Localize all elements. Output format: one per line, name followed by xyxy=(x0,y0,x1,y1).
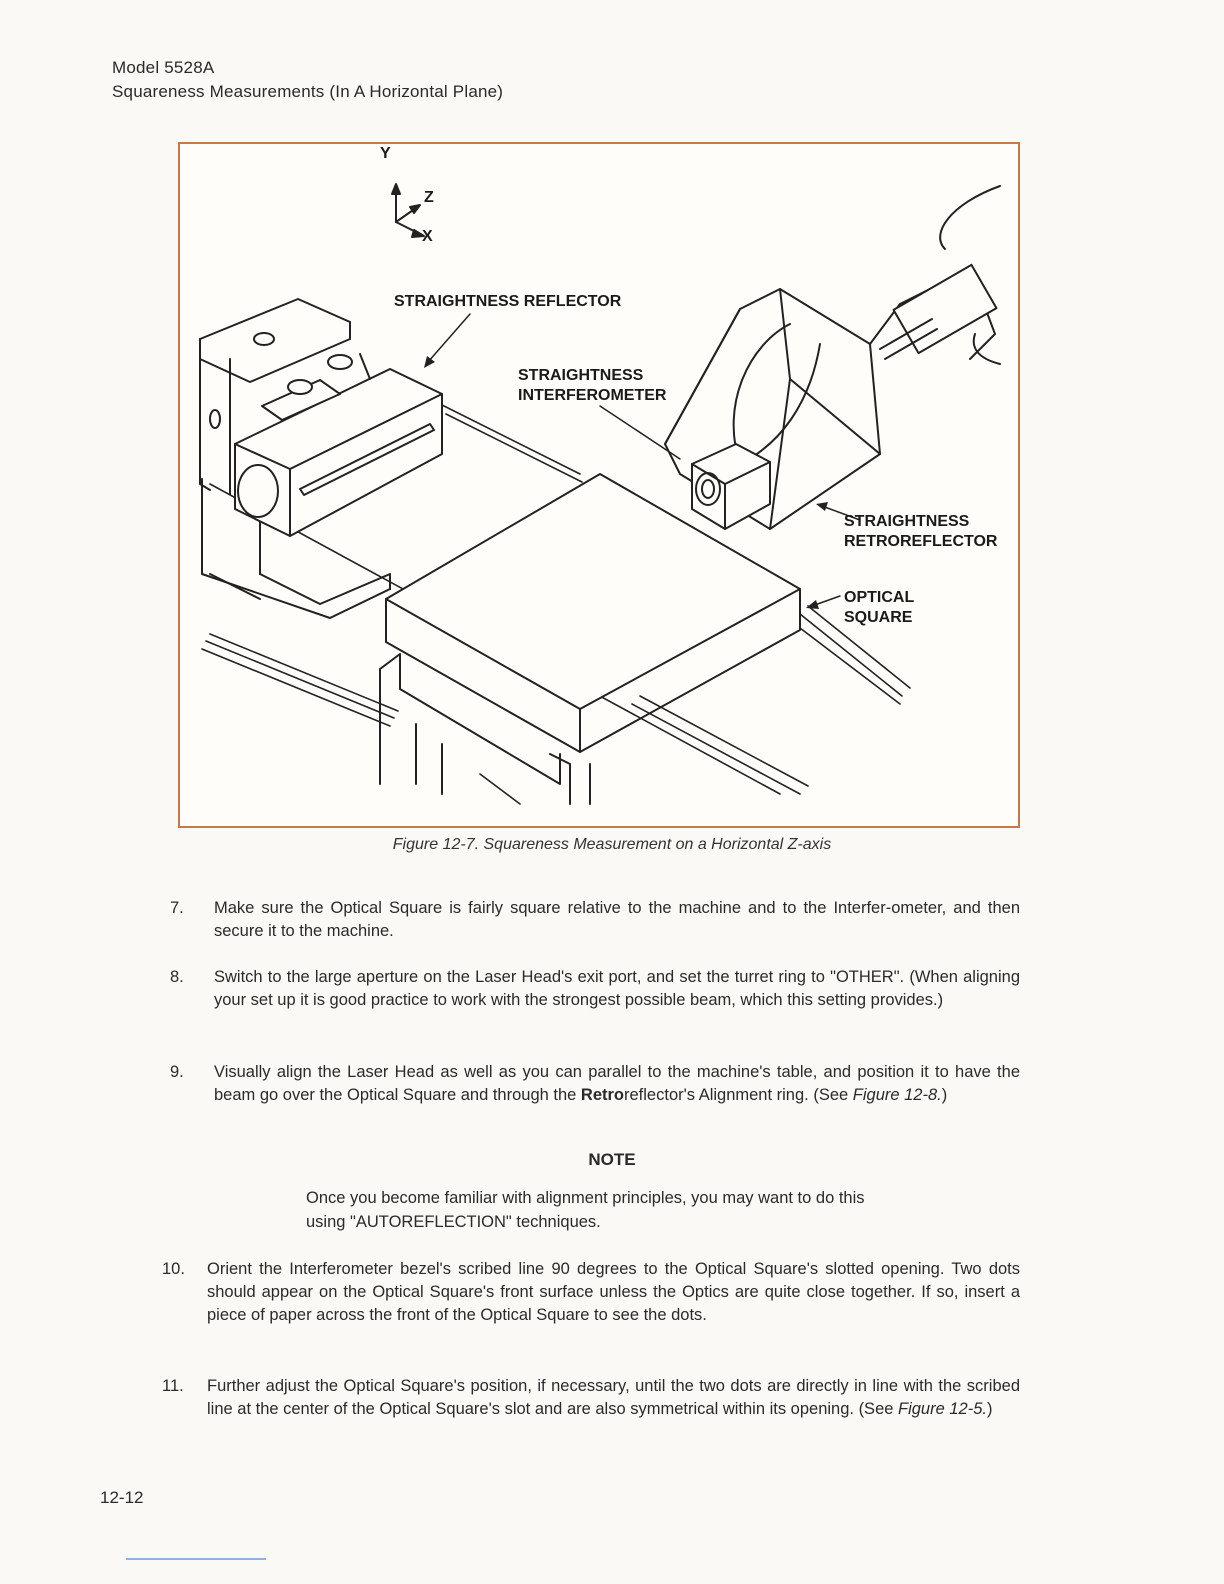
header-model: Model 5528A xyxy=(112,58,215,77)
step-text-bold: Retro xyxy=(580,1086,625,1104)
laser-head xyxy=(870,186,1000,364)
step-text xyxy=(207,1375,1020,1421)
figure-12-7 xyxy=(178,142,1020,828)
label-straightness-reflector: STRAIGHTNESS REFLECTOR xyxy=(394,293,622,310)
figure-reference: Figure 12-8. xyxy=(852,1086,942,1104)
axis-label-y: Y xyxy=(380,145,391,162)
figure-caption: Figure 12-7. Squareness Measurement on a Horizontal Z-axis xyxy=(392,836,832,853)
step-number: 8. xyxy=(170,968,184,986)
step-text: Switch to the large aperture on the Laser Head's exit port, and set the turret ring to "OTHER". (When aligning your set up it is good practice to work with the strongest possible beam, which this setting provides.) xyxy=(214,968,1020,1009)
straightness-reflector xyxy=(200,299,442,618)
note-text: Once you become familiar with alignment principles, you may want to do this using "AUTOREFLECTION" techniques. xyxy=(306,1189,865,1231)
step-text: Make sure the Optical Square is fairly square relative to the machine and to the Interfer-ometer, and then secure it to the machine. xyxy=(214,899,1020,940)
step-text-part: reflector's Alignment ring. (See xyxy=(624,1086,853,1104)
axis-triad xyxy=(392,184,424,237)
header-section-title: Squareness Measurements (In A Horizontal Plane) xyxy=(112,82,504,101)
step-text-part: Visually align the Laser Head as well as you can parallel to the machine's table, and position it to have the beam go over the Optical Square and through the xyxy=(214,1063,1020,1104)
step-text-part: ) xyxy=(986,1400,993,1418)
step-text: Orient the Interferometer bezel's scribed line 90 degrees to the Optical Square's slotted opening. Two dots should appear on the Optical Square's front surface unless the Optics are quite close together. If so, insert a piece of paper across the front of the Optical Square to see the dots. xyxy=(207,1260,1020,1324)
footer-rule xyxy=(126,1558,266,1560)
label-straightness-interferometer: STRAIGHTNESS INTERFEROMETER xyxy=(518,367,667,404)
step-text-part: Further adjust the Optical Square's position, if necessary, until the two dots are directly in line with the scribed line at the center of the Optical Square's slot and are also symmetrical within its opening. (See xyxy=(207,1377,1020,1418)
step-number: 9. xyxy=(170,1063,184,1081)
step-number: 10. xyxy=(162,1260,185,1278)
axis-label-x: X xyxy=(422,228,433,245)
step-text xyxy=(214,1061,1020,1107)
label-optical-square: OPTICAL SQUARE xyxy=(844,589,915,626)
note-title: NOTE xyxy=(588,1150,636,1169)
squareness-setup-illustration xyxy=(180,144,1022,830)
step-text-part: ) xyxy=(941,1086,948,1104)
figure-reference: Figure 12-5. xyxy=(898,1400,987,1418)
axis-label-z: Z xyxy=(424,189,434,206)
page-number: 12-12 xyxy=(100,1488,144,1507)
label-straightness-retroreflector: STRAIGHTNESS RETROREFLECTOR xyxy=(844,513,998,550)
step-number: 7. xyxy=(170,899,184,917)
step-number: 11. xyxy=(162,1377,184,1395)
